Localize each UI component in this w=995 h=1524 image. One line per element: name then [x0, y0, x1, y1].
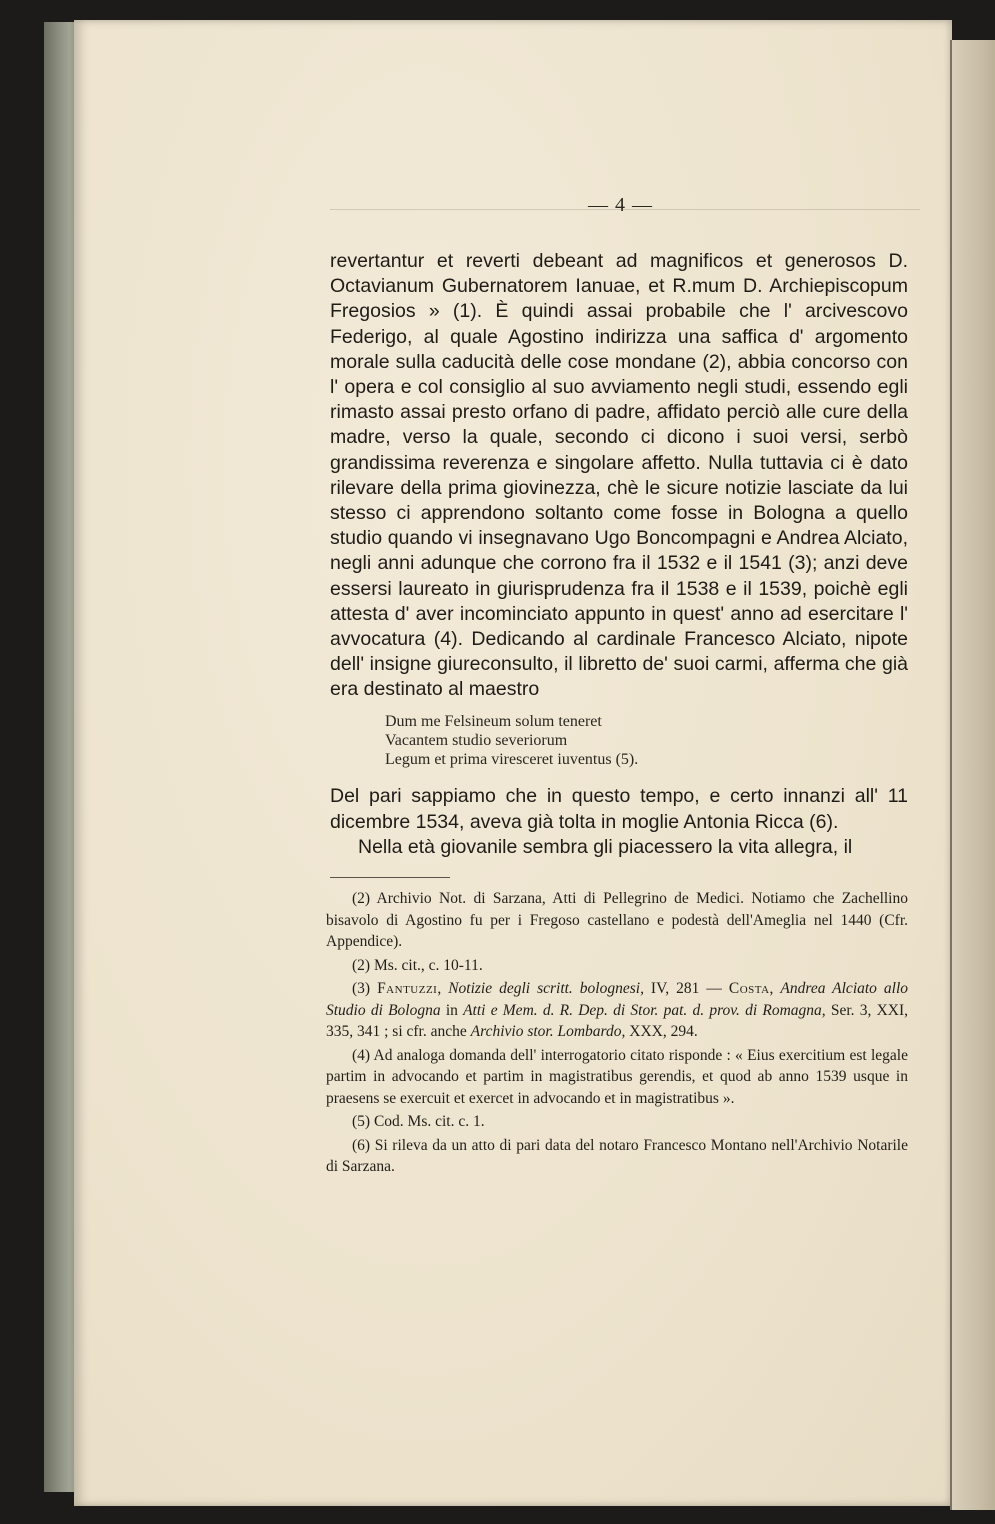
- paragraph-1: revertantur et reverti debeant ad magnificos et generosos D. Octavianum Gubernatorem Ianuae, et R.mum D. Archiepiscopum Fregosios » (1). È quindi assai probabile che l' arcivescovo Federigo, al quale Agostino indirizza una saffica d' argomento morale sulla caducità delle cose mondane (2), abbia concorso con l' opera e col consiglio al suo avviamento negli studi, essendo egli rimasto assai presto orfano di padre, affidato perciò alle cure della madre, verso la quale, secondo ci dicono i suoi versi, serbò grandissima reverenza e singolare affetto. Nulla tuttavia ci è dato rilevare della prima giovinezza, chè le sicure notizie lasciate da lui stesso ci apprendono soltanto come fosse in Bologna a quello studio quando vi insegnavano Ugo Boncompagni e Andrea Alciato, negli anni adunque che corrono fra il 1532 e il 1541 (3); anzi deve essersi laureato in giurisprudenza fra il 1538 e il 1539, poichè egli attesta d' aver incominciato appunto in quest' anno ad esercitare l' avvocatura (4). Dedicando al cardinale Francesco Alciato, nipote dell' insigne giureconsulto, il libretto de' suoi carmi, afferma che già era destinato al maestro: [330, 250, 908, 701]
- footnote-3-title-notizie: Notizie degli scritt. bolognesi,: [448, 980, 644, 997]
- footnote-4: (4) Ad analoga domanda dell' interrogatorio citato risponde : « Eius exercitium est legale partim in advocando et partim in magistratibus gerendis, et quod ab anno 1539 usque in praesens se exercuit et exercet in advocando et in magistratibus ».: [326, 1046, 908, 1107]
- footnote-rule: [330, 877, 450, 878]
- main-text: [330, 249, 908, 703]
- footnote-3-num: (3): [352, 980, 378, 997]
- footnote-3-series: Ser. 3, XXI, 335, 341 ; si cfr. anche: [326, 1001, 908, 1040]
- footnote-3-title-alciato: Andrea Alciato allo Studio di Bologna: [326, 980, 909, 1019]
- footnotes: [326, 888, 908, 1180]
- footnote-3-title-atti: Atti e Mem. d. R. Dep. di Stor. pat. d. prov. di Romagna,: [463, 1001, 826, 1019]
- footnote-2: (2) Ms. cit., c. 10-11.: [352, 956, 483, 974]
- paragraph-3: Nella età giovanile sembra gli piacessero la vita allegra, il: [358, 836, 853, 858]
- footnote-3-in: in: [440, 1001, 464, 1019]
- footnote-3-volume: XXX, 294.: [625, 1023, 698, 1040]
- footnote-3-author-fantuzzi: Fantuzzi: [377, 980, 438, 997]
- footnote-1: (2) Archivio Not. di Sarzana, Atti di Pellegrino de Medici. Notiamo che Zachellino bisavolo di Agostino fu per i Fregoso castellano e podestà dell'Ameglia nel 1440 (Cfr. Appendice).: [326, 890, 908, 950]
- footnote-3-author-costa: Costa: [728, 980, 770, 997]
- header-rule: [330, 209, 920, 210]
- page-number: — 4 —: [588, 194, 653, 216]
- verse-line: Dum me Felsineum solum teneret: [385, 713, 602, 730]
- footnote-5: (5) Cod. Ms. cit. c. 1.: [352, 1113, 485, 1130]
- next-page-edge: [950, 40, 995, 1510]
- verse-line: Vacantem studio severiorum: [385, 732, 568, 749]
- verse-quote: [385, 712, 805, 769]
- main-text-continued: [330, 784, 908, 861]
- paragraph-2: Del pari sappiamo che in questo tempo, e certo innanzi all' 11 dicembre 1534, aveva già tolta in moglie Antonia Ricca (6).: [330, 785, 908, 833]
- footnote-3: (3) Fantuzzi, Notizie degli scritt. bolognesi, IV, 281 — Costa, Andrea Alciato allo Studio di Bologna in Atti e Mem. d. R. Dep. di Stor. pat. d. prov. di Romagna, Ser. 3, XXI, 335, 341 ; si cfr. anche Archivio stor. Lombardo, XXX, 294.: [326, 980, 909, 1040]
- footnote-3-ref: IV, 281 —: [643, 980, 729, 997]
- footnote-6: (6) Si rileva da un atto di pari data del notaro Francesco Montano nell'Archivio Notarile di Sarzana.: [326, 1136, 908, 1175]
- verse-line: Legum et prima viresceret iuventus (5).: [385, 751, 639, 768]
- footnote-3-title-archivio: Archivio stor. Lombardo,: [470, 1023, 626, 1040]
